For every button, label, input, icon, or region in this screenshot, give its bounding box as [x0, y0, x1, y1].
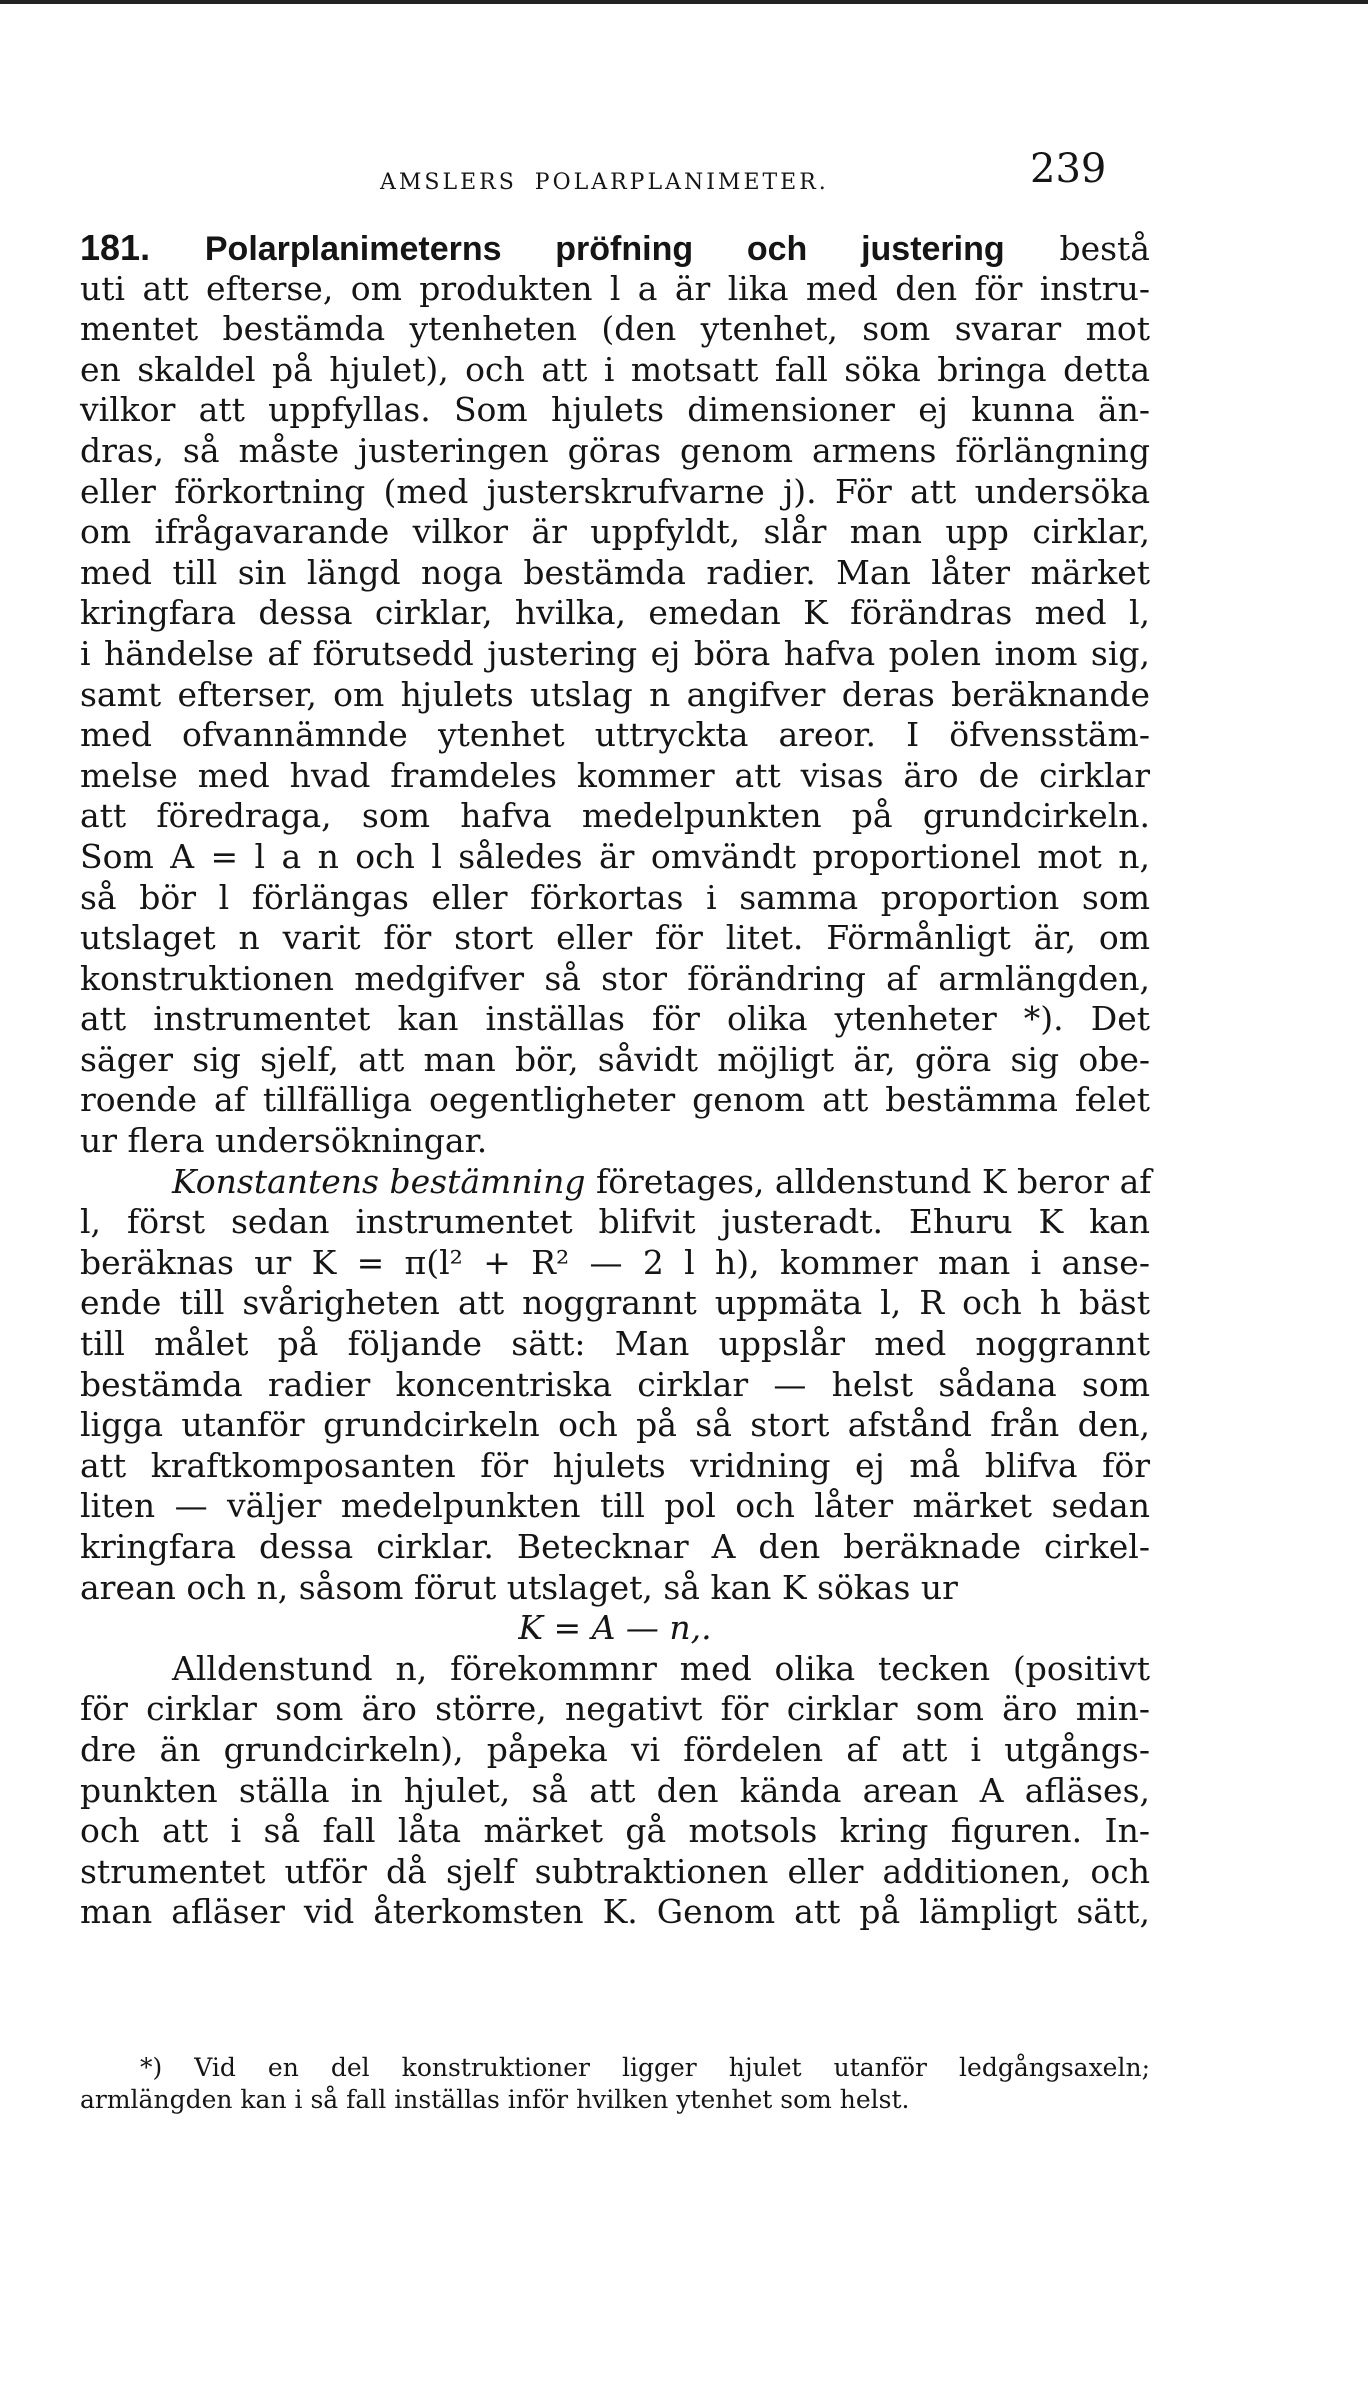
text-line: ur flera undersökningar. — [80, 1121, 488, 1161]
text-line: strumentet utför då sjelf subtraktionen eller additionen, och — [80, 1851, 1150, 1891]
footnote-line: armlängden kan i så fall inställas inför hvilken ytenhet som helst. — [80, 2085, 910, 2114]
text-line: säger sig sjelf, att man bör, såvidt möjligt är, göra sig obe- — [80, 1039, 1150, 1079]
text-line: bestämda radier koncentriska cirklar — helst sådana som — [80, 1364, 1150, 1404]
text-line: roende af tillfälliga oegentligheter genom att bestämma felet — [80, 1080, 1150, 1120]
text-line: till målet på följande sätt: Man uppslår med noggrannt — [80, 1324, 1150, 1364]
text-line: så bör l förlängas eller förkortas i samma proportion som — [80, 877, 1150, 917]
text-line: samt efterser, om hjulets utslag n angifver deras beräknande — [80, 674, 1150, 714]
text-line: vilkor att uppfyllas. Som hjulets dimensioner ej kunna än- — [80, 390, 1150, 430]
text-line: eller förkortning (med justerskrufvarne j). För att undersöka — [80, 471, 1150, 511]
paragraph-opening-line — [80, 1162, 1150, 1203]
italic-lead-phrase: Konstantens bestämning — [172, 1161, 586, 1201]
text-line: konstruktionen medgifver så stor förändring af armlängden, — [80, 958, 1150, 998]
section-number: 181. — [80, 227, 151, 268]
text-line: beräknas ur K = π(l² + R² — 2 l h), kommer man i anse- — [80, 1242, 1150, 1282]
text-line: liten — väljer medelpunkten till pol och låter märket sedan — [80, 1486, 1150, 1526]
text-line: punkten ställa in hjulet, så att den kända arean A afläses, — [80, 1770, 1150, 1810]
text-line: ligga utanför grundcirkeln och på så stort afstånd från den, — [80, 1405, 1150, 1445]
running-head: AMSLERS POLARPLANIMETER. — [380, 170, 829, 195]
text-line: dre än grundcirkeln), påpeka vi fördelen af att i utgångs- — [80, 1729, 1150, 1769]
text-line: dras, så måste justeringen göras genom armens förlängning — [80, 430, 1150, 470]
text-line: för cirklar som äro större, negativt för cirklar som äro min- — [80, 1689, 1150, 1729]
text-line: ende till svårigheten att noggrannt uppmäta l, R och h bäst — [80, 1283, 1150, 1323]
formula: K = A — n,. — [518, 1608, 712, 1648]
text-line: l, först sedan instrumentet blifvit justeradt. Ehuru K kan — [80, 1202, 1150, 1242]
text-line: i händelse af förutsedd justering ej böra hafva polen inom sig, — [80, 633, 1150, 673]
text-line: man afläser vid återkomsten K. Genom att på lämpligt sätt, — [80, 1892, 1150, 1932]
text-line: att kraftkomposanten för hjulets vridning ej må blifva för — [80, 1445, 1150, 1485]
text-line: om ifrågavarande vilkor är uppfyldt, slår man upp cirklar, — [80, 512, 1150, 552]
text-line: att föredraga, som hafva medelpunkten på grundcirkeln. — [80, 796, 1150, 836]
text-line: att instrumentet kan inställas för olika ytenheter *). Det — [80, 999, 1150, 1039]
text-line: mentet bestämda ytenheten (den ytenhet, som svarar mot — [80, 309, 1150, 349]
text-line: kringfara dessa cirklar, hvilka, emedan K förändras med l, — [80, 593, 1150, 633]
text-line: utslaget n varit för stort eller för litet. Förmånligt är, om — [80, 918, 1150, 958]
text-line: och att i så fall låta märket gå motsols kring figuren. In- — [80, 1811, 1150, 1851]
lead-line-rest: företages, alldenstund K beror af — [585, 1161, 1152, 1201]
section-heading-line — [80, 228, 1150, 269]
top-edge-rule — [0, 0, 1368, 4]
text-line: med ofvannämnde ytenhet uttryckta areor. I öfvensstäm- — [80, 715, 1150, 755]
footnote-line: *) Vid en del konstruktioner ligger hjulet utanför ledgångsaxeln; — [140, 2053, 1150, 2082]
text-line: Som A = l a n och l således är omvändt proportionel mot n, — [80, 836, 1150, 876]
text-line: uti att efterse, om produkten l a är lika med den för instru- — [80, 268, 1150, 308]
section-title-continuation: bestå — [1059, 229, 1150, 268]
text-line: Alldenstund n, förekommnr med olika tecken (positivt — [172, 1648, 1150, 1688]
page-number: 239 — [1030, 146, 1107, 192]
section-title: Polarplanimeterns pröfning och justering — [204, 230, 1005, 268]
text-line: med till sin längd noga bestämda radier. Man låter märket — [80, 552, 1150, 592]
footnote — [80, 2052, 1150, 2116]
text-line: arean och n, såsom förut utslaget, så kan K sökas ur — [80, 1567, 958, 1607]
text-line: kringfara dessa cirklar. Betecknar A den beräknade cirkel- — [80, 1527, 1150, 1566]
text-line: melse med hvad framdeles kommer att visas äro de cirklar — [80, 755, 1150, 795]
body-text — [80, 228, 1150, 1933]
text-line: en skaldel på hjulet), och att i motsatt fall söka bringa detta — [80, 349, 1150, 389]
